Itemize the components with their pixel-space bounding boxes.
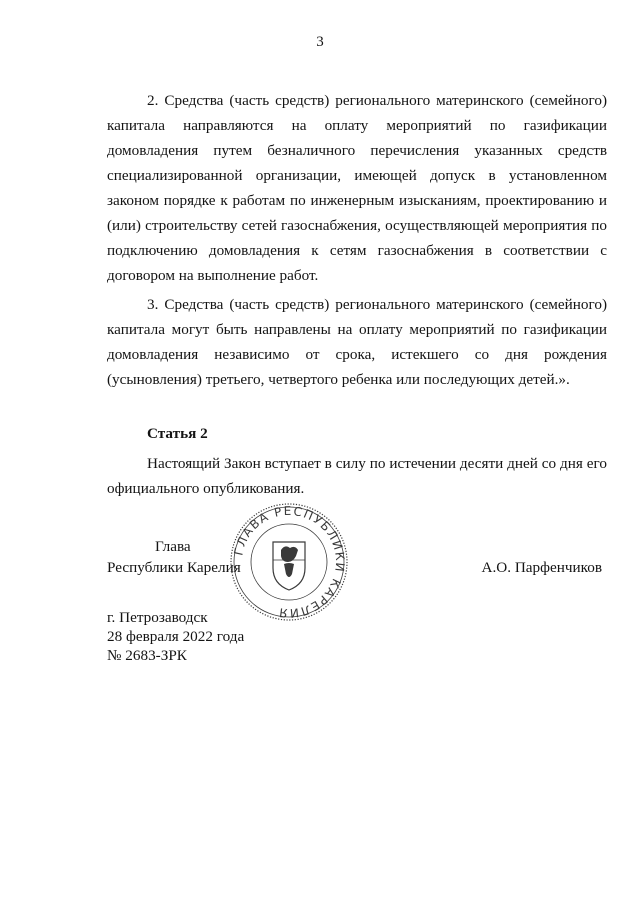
article-2-text: Настоящий Закон вступает в силу по истечении десяти дней со дня его официального опубликования. [107,455,607,497]
paragraph-3: 3. Средства (часть средств) регионального материнского (семейного) капитала могут быть направлены на оплату мероприятий по газификации домовладения независимо от срока, истекшего со дня рождения (усыновления) третьего, четвертого ребенка или последующих детей.». [107,296,607,388]
official-seal [229,502,349,622]
place-date-block [107,608,244,665]
seal-text: ГЛАВА РЕСПУБЛИКИ КАРЕЛИЯ [231,503,348,621]
signatory-name: А.О. Парфенчиков [481,559,602,576]
coat-of-arms-icon [273,542,305,590]
signatory-title-line2: Республики Карелия [107,559,241,576]
city: г. Петрозаводск [107,609,208,626]
signatory-title-line1: Глава [155,538,191,555]
page-number: 3 [316,34,324,50]
paragraph-2: 2. Средства (часть средств) регионального материнского (семейного) капитала направляются на оплату мероприятий по газификации домовладения путем безналичного перечисления указанных средств специализированной организации, имеющей допуск в установленном законом порядке к работам по инженерным изысканиям, проектированию и (или) строительству сетей газоснабжения, осуществляющей мероприятия по подключению домовладения к сетям газоснабжения в соответствии с договором на выполнение работ. [107,92,607,284]
document-number: № 2683-ЗРК [107,647,187,664]
date: 28 февраля 2022 года [107,628,245,645]
article-2-heading: Статья 2 [147,425,208,442]
